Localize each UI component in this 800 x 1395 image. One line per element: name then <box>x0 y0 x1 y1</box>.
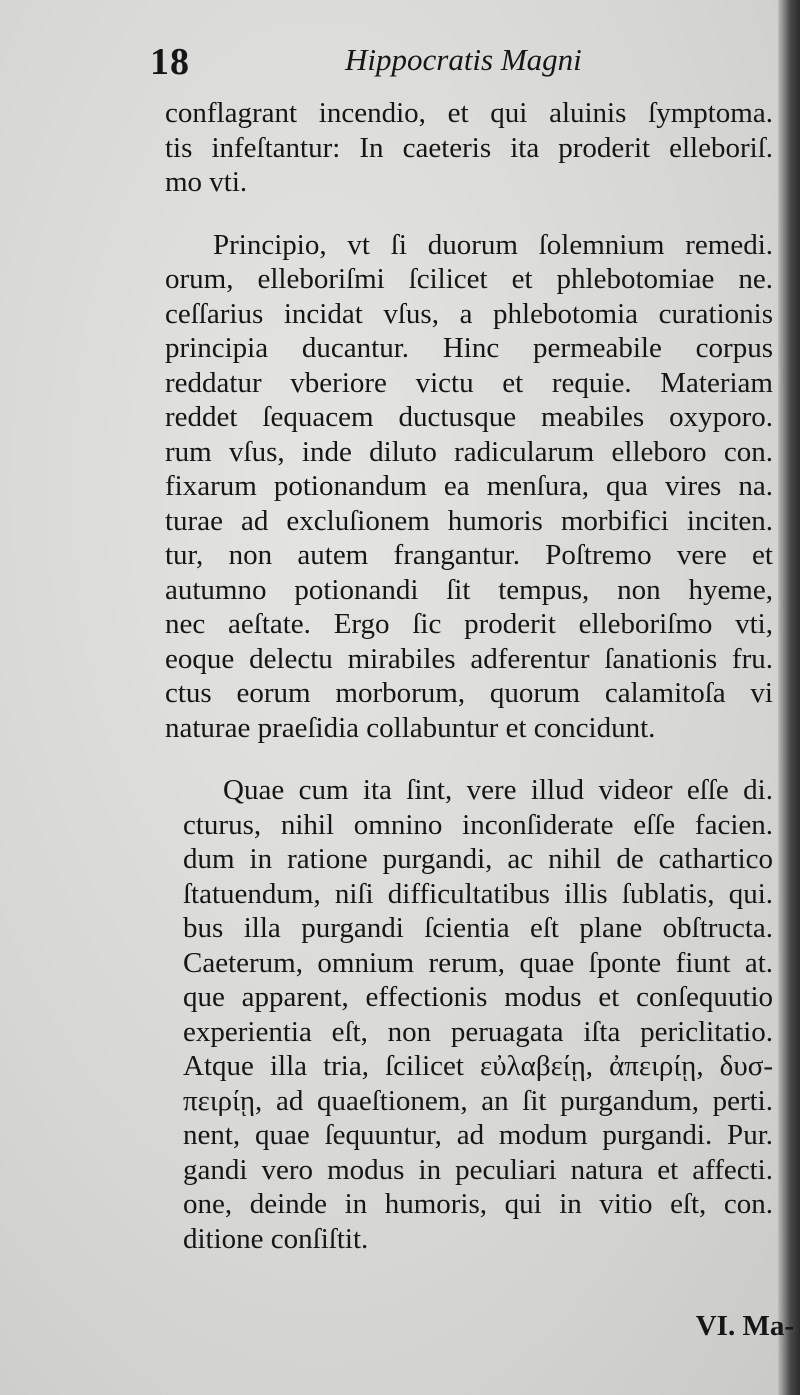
page-number: 18 <box>150 41 190 83</box>
text-line: Caeterum, omnium rerum, quae ſponte fiunt at. <box>183 946 773 979</box>
text-line: ceſſarius incidat vſus, a phlebotomia curationis <box>165 297 773 330</box>
body-text <box>165 96 773 1256</box>
text-line: rum vſus, inde diluto radicularum elleboro con. <box>165 435 773 468</box>
text-line: Atque illa tria, ſcilicet εὐλαβείῃ, ἀπειρίῃ, δυσ- <box>183 1050 773 1082</box>
text-line: naturae praeſidia collabuntur et concidunt. <box>165 711 656 744</box>
paragraph <box>165 228 773 746</box>
text-line: πειρίῃ, ad quaeſtionem, an ſit purgandum, perti. <box>183 1084 773 1117</box>
text-line: Principio, vt ſi duorum ſolemnium remedi. <box>213 228 773 261</box>
text-line: ctus eorum morborum, quorum calamitoſa vi <box>165 677 773 709</box>
catchword: VI. Ma- <box>695 1310 794 1342</box>
text-line: nent, quae ſequuntur, ad modum purgandi. Pur. <box>183 1119 773 1151</box>
text-line: tis infeſtantur: In caeteris ita proderit elleboriſ. <box>165 131 773 164</box>
text-line: principia ducantur. Hinc permeabile corpus <box>165 332 773 364</box>
text-line: orum, elleboriſmi ſcilicet et phlebotomiae ne. <box>165 263 773 295</box>
text-line: one, deinde in humoris, qui in vitio eſt, con. <box>183 1188 773 1220</box>
text-line: que apparent, effectionis modus et conſequutio <box>183 981 773 1013</box>
text-line: turae ad excluſionem humoris morbifici inciten. <box>165 504 773 537</box>
text-line: Quae cum ita ſint, vere illud videor eſſe di. <box>223 774 773 806</box>
text-line: tur, non autem frangantur. Poſtremo vere et <box>165 539 773 571</box>
paragraph <box>165 773 773 1256</box>
running-head: Hippocratis Magni <box>345 42 582 77</box>
text-line: dum in ratione purgandi, ac nihil de cathartico <box>183 843 773 875</box>
text-line: autumno potionandi ſit tempus, non hyeme, <box>165 573 773 606</box>
text-line: ſtatuendum, niſi difficultatibus illis ſublatis, qui. <box>183 877 773 910</box>
page-header <box>150 40 610 90</box>
text-line: fixarum potionandum ea menſura, qua vires na. <box>165 470 773 502</box>
text-line: reddatur vberiore victu et requie. Materiam <box>165 366 773 399</box>
text-line: mo vti. <box>165 166 248 198</box>
text-line: experientia eſt, non peruagata iſta periclitatio. <box>183 1015 773 1048</box>
page-gutter-shadow <box>778 0 800 1395</box>
text-line: bus illa purgandi ſcientia eſt plane obſtructa. <box>183 912 773 944</box>
text-line: ditione conſiſtit. <box>183 1222 369 1255</box>
text-line: conflagrant incendio, et qui aluinis ſymptoma. <box>165 97 773 129</box>
text-line: reddet ſequacem ductusque meabiles oxyporo. <box>165 401 773 433</box>
paragraph <box>165 96 773 200</box>
text-line: cturus, nihil omnino inconſiderate eſſe facien. <box>183 808 773 841</box>
text-line: eoque delectu mirabiles adferentur ſanationis fru. <box>165 642 773 675</box>
text-line: gandi vero modus in peculiari natura et affecti. <box>183 1153 773 1186</box>
text-line: nec aeſtate. Ergo ſic proderit elleboriſmo vti, <box>165 608 773 640</box>
